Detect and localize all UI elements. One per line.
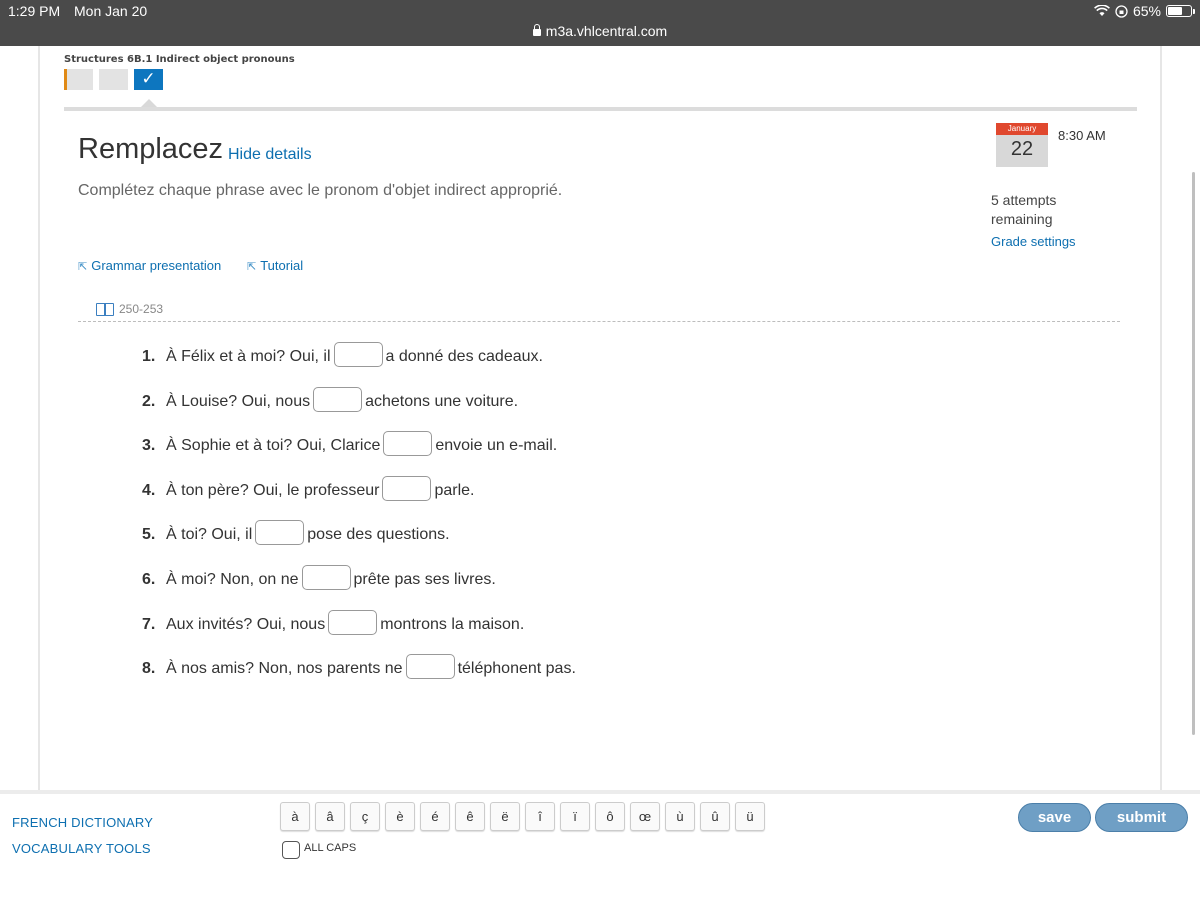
- answer-input[interactable]: [328, 610, 377, 635]
- attempts-remaining: 5 attempts remaining: [991, 192, 1057, 227]
- section-divider: [78, 321, 1120, 322]
- question-text-after: envoie un e-mail.: [435, 437, 558, 455]
- question-text-before: À nos amis? Non, nos parents ne: [166, 660, 403, 678]
- question-list: [142, 348, 576, 705]
- answer-input[interactable]: [255, 520, 304, 545]
- accent-key[interactable]: ù: [665, 802, 695, 831]
- accent-key[interactable]: ç: [350, 802, 380, 831]
- all-caps-checkbox[interactable]: [282, 841, 300, 859]
- answer-input[interactable]: [406, 654, 455, 679]
- battery-percent: 65%: [1132, 3, 1161, 19]
- url-bar[interactable]: [0, 23, 1200, 39]
- scrollbar[interactable]: [1192, 172, 1195, 735]
- question-text-after: prête pas ses livres.: [353, 570, 496, 588]
- accent-key[interactable]: ê: [455, 802, 485, 831]
- accent-key[interactable]: ë: [490, 802, 520, 831]
- grammar-presentation-label: Grammar presentation: [91, 258, 222, 273]
- grade-settings-link[interactable]: Grade settings: [991, 234, 1076, 249]
- question-number: 1.: [142, 348, 156, 365]
- accent-key[interactable]: ô: [595, 802, 625, 831]
- progress-steps: [64, 69, 163, 90]
- calendar-icon: [996, 123, 1048, 167]
- answer-input[interactable]: [382, 476, 431, 501]
- vocabulary-tools-link[interactable]: VOCABULARY TOOLS: [12, 841, 151, 856]
- external-arrow-icon: ⇱: [247, 261, 257, 273]
- question-text-before: À Louise? Oui, nous: [166, 392, 311, 410]
- question-number: 7.: [142, 615, 156, 633]
- grammar-presentation-link[interactable]: [78, 258, 221, 273]
- question-number: 4.: [142, 481, 156, 499]
- french-dictionary-link[interactable]: FRENCH DICTIONARY: [12, 815, 154, 830]
- question-text-before: À moi? Non, on ne: [166, 570, 299, 588]
- question-item: [142, 526, 576, 571]
- instructions: Complétez chaque phrase avec le pronom d'objet indirect approprié.: [78, 182, 563, 199]
- step-current[interactable]: [64, 69, 93, 90]
- submit-button[interactable]: submit: [1095, 803, 1188, 832]
- textbook-pages[interactable]: [96, 302, 163, 316]
- accent-key[interactable]: œ: [630, 802, 660, 831]
- accent-key[interactable]: û: [700, 802, 730, 831]
- due-time: 8:30 AM: [1058, 128, 1106, 143]
- question-number: 5.: [142, 526, 156, 544]
- lock-icon: [533, 29, 541, 36]
- question-number: 3.: [142, 437, 156, 455]
- page-title: Remplacez: [78, 133, 224, 165]
- step-incomplete[interactable]: [99, 69, 128, 90]
- accent-key[interactable]: î: [525, 802, 555, 831]
- answer-input[interactable]: [383, 431, 432, 456]
- question-number: 6.: [142, 570, 156, 588]
- all-caps-toggle[interactable]: [282, 837, 356, 859]
- book-icon: [96, 303, 114, 316]
- tutorial-link[interactable]: [247, 258, 303, 273]
- step-pointer-icon: [141, 99, 157, 107]
- breadcrumb: Structures 6B.1 Indirect object pronouns: [64, 54, 295, 65]
- due-month: January: [996, 123, 1048, 135]
- battery-fill: [1168, 7, 1182, 15]
- question-number: 2.: [142, 392, 156, 410]
- question-text-after: parle.: [434, 481, 475, 499]
- status-indicators: [1094, 3, 1192, 19]
- question-number: 8.: [142, 660, 156, 678]
- battery-icon: [1166, 5, 1192, 17]
- accent-key[interactable]: â: [315, 802, 345, 831]
- question-text-before: À ton père? Oui, le professeur: [166, 481, 380, 499]
- accent-key[interactable]: è: [385, 802, 415, 831]
- accent-keyboard: [280, 802, 765, 831]
- wifi-icon: [1094, 5, 1110, 17]
- question-text-before: À Félix et à moi? Oui, il: [166, 348, 331, 365]
- question-item: [142, 616, 576, 661]
- tutorial-label: Tutorial: [260, 258, 304, 273]
- question-text-before: Aux invités? Oui, nous: [166, 615, 326, 633]
- question-text-after: téléphonent pas.: [457, 660, 576, 678]
- header-divider: [64, 107, 1137, 111]
- due-day: 22: [1010, 138, 1034, 160]
- question-text-before: À toi? Oui, il: [166, 526, 253, 544]
- question-item: [142, 482, 576, 527]
- question-item: [142, 437, 576, 482]
- question-item: [142, 660, 576, 705]
- accent-key[interactable]: é: [420, 802, 450, 831]
- step-done[interactable]: ✓: [134, 69, 163, 90]
- status-bar: [0, 0, 1200, 46]
- question-item: [142, 348, 576, 393]
- question-text-before: À Sophie et à toi? Oui, Clarice: [166, 437, 381, 455]
- status-date: Mon Jan 20: [74, 3, 148, 19]
- question-item: [142, 571, 576, 616]
- question-item: [142, 393, 576, 438]
- hide-details-link[interactable]: Hide details: [228, 146, 312, 163]
- status-time: 1:29 PM: [8, 3, 61, 19]
- question-text-after: a donné des cadeaux.: [385, 348, 543, 365]
- accent-key[interactable]: à: [280, 802, 310, 831]
- answer-input[interactable]: [302, 565, 351, 590]
- orientation-lock-icon: [1115, 5, 1128, 18]
- page-range: 250-253: [119, 302, 164, 316]
- question-text-after: montrons la maison.: [380, 615, 525, 633]
- question-text-after: achetons une voiture.: [365, 392, 519, 410]
- url-text: m3a.vhlcentral.com: [545, 23, 668, 39]
- answer-input[interactable]: [313, 387, 362, 412]
- answer-input[interactable]: [334, 342, 383, 367]
- accent-key[interactable]: ï: [560, 802, 590, 831]
- question-text-after: pose des questions.: [307, 526, 450, 544]
- accent-key[interactable]: ü: [735, 802, 765, 831]
- all-caps-label: ALL CAPS: [304, 842, 357, 854]
- external-arrow-icon: ⇱: [78, 261, 88, 273]
- save-button[interactable]: save: [1018, 803, 1091, 832]
